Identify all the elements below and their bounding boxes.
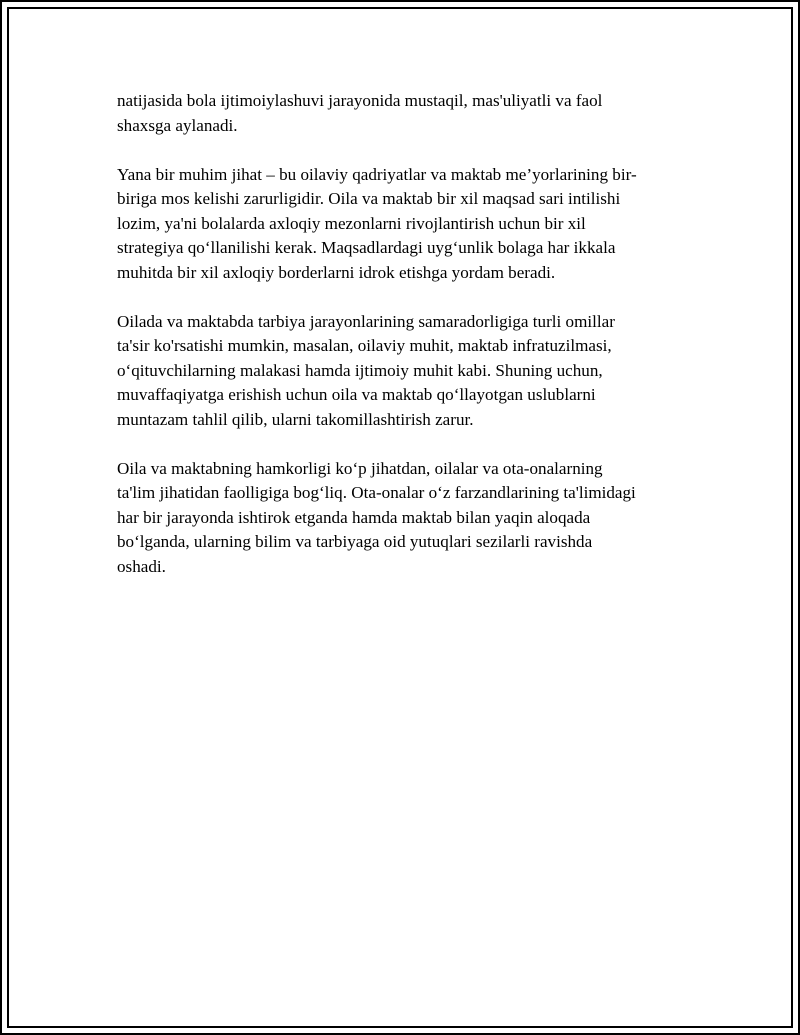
paragraph-3: [117, 310, 687, 433]
text-line: natijasida bola ijtimoiylashuvi jarayonida mustaqil, mas'uliyatli va faol: [117, 91, 603, 110]
text-line: Oilada va maktabda tarbiya jarayonlarining samaradorligiga turli omillar: [117, 311, 615, 331]
text-line: muhitda bir xil axloqiy borderlarni idrok etishga yordam beradi.: [117, 262, 556, 282]
text-line: bo‘lganda, ularning bilim va tarbiyaga oid yutuqlari sezilarli ravishda: [117, 532, 593, 551]
text-line: oshadi.: [117, 556, 166, 576]
text-line: ta'lim jihatidan faolligiga bog‘liq. Ota-onalar o‘z farzandlarining ta'limidagi: [117, 483, 636, 502]
text-line: muntazam tahlil qilib, ularni takomillashtirish zarur.: [117, 409, 474, 429]
text-line: lozim, ya'ni bolalarda axloqiy mezonlarni rivojlantirish uchun bir xil: [117, 213, 586, 233]
paragraph-1: [117, 89, 687, 138]
document-body: [117, 89, 687, 579]
text-line: muvaffaqiyatga erishish uchun oila va maktab qo‘llayotgan uslublarni: [117, 385, 596, 404]
text-line: shaxsga aylanadi.: [117, 115, 238, 135]
text-line: Oila va maktabning hamkorligi ko‘p jihatdan, oilalar va ota-onalarning: [117, 458, 603, 478]
text-line: Yana bir muhim jihat – bu oilaviy qadriyatlar va maktab me’yorlarining bir-: [117, 164, 637, 184]
text-line: strategiya qo‘llanilishi kerak. Maqsadlardagi uyg‘unlik bolaga har ikkala: [117, 238, 616, 257]
text-line: biriga mos kelishi zarurligidir. Oila va maktab bir xil maqsad sari intilishi: [117, 189, 621, 208]
paragraph-4: [117, 457, 687, 580]
text-line: har bir jarayonda ishtirok etganda hamda maktab bilan yaqin aloqada: [117, 507, 591, 527]
text-line: o‘qituvchilarning malakasi hamda ijtimoiy muhit kabi. Shuning uchun,: [117, 360, 603, 380]
text-line: ta'sir ko'rsatishi mumkin, masalan, oilaviy muhit, maktab infratuzilmasi,: [117, 336, 612, 355]
paragraph-2: [117, 163, 687, 286]
